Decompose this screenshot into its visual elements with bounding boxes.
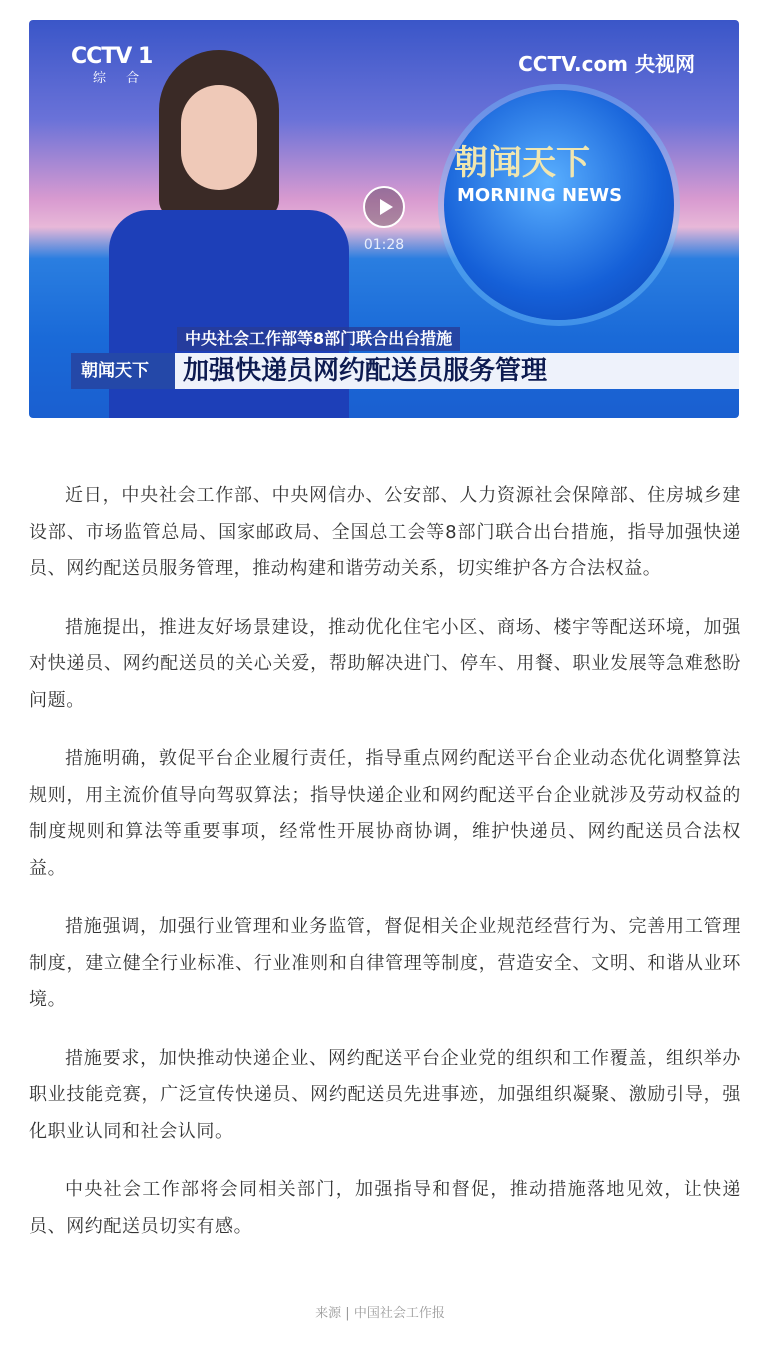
channel-logo-text: CCTV 1: [71, 44, 153, 69]
source-credit: 来源 | 中国社会工作报: [315, 1306, 445, 1321]
subtitle-main: 加强快递员网约配送员服务管理: [183, 356, 548, 386]
show-title-en: MORNING NEWS: [457, 185, 623, 206]
paragraph: 中央社会工作部将会同相关部门，加强指导和督促，推动措施落地见效，让快递员、网约配送员切实有感。: [29, 1179, 741, 1237]
video-player[interactable]: [29, 20, 739, 418]
cctv-com-logo: CCTV.com 央视网: [518, 52, 695, 76]
article-body: [29, 478, 741, 1267]
play-icon[interactable]: [363, 186, 405, 228]
channel-name: 综 合: [93, 71, 148, 86]
subtitle-top: 中央社会工作部等8部门联合出台措施: [177, 327, 460, 351]
paragraph: 措施要求，加快推动快递企业、网约配送平台企业党的组织和工作覆盖，组织举办职业技能竞赛，广泛宣传快递员、网约配送员先进事迹，加强组织凝聚、激励引导，强化职业认同和社会认同。: [29, 1047, 741, 1142]
video-duration: 01:28: [363, 237, 405, 253]
paragraph: 近日，中央社会工作部、中央网信办、公安部、人力资源社会保障部、住房城乡建设部、市场监管总局、国家邮政局、全国总工会等8部门联合出台措施，指导加强快递员、网约配送员服务管理，推动构建和谐劳动关系，切实维护各方合法权益。: [29, 485, 741, 579]
show-title: 朝闻天下: [454, 143, 590, 183]
subtitle-logo: 朝闻天下: [71, 353, 175, 389]
paragraph: 措施明确，敦促平台企业履行责任，指导重点网约配送平台企业动态优化调整算法规则，用主流价值导向驾驭算法；指导快递企业和网约配送平台企业就涉及劳动权益的制度规则和算法等重要事项，经常性开展协商协调，维护快递员、网约配送员合法权益。: [29, 748, 741, 879]
paragraph: 措施强调，加强行业管理和业务监管，督促相关企业规范经营行为、完善用工管理制度，建立健全行业标准、行业准则和自律管理等制度，营造安全、文明、和谐从业环境。: [29, 916, 741, 1010]
paragraph: 措施提出，推进友好场景建设，推动优化住宅小区、商场、楼宇等配送环境，加强对快递员、网约配送员的关心关爱，帮助解决进门、停车、用餐、职业发展等急难愁盼问题。: [29, 616, 741, 711]
